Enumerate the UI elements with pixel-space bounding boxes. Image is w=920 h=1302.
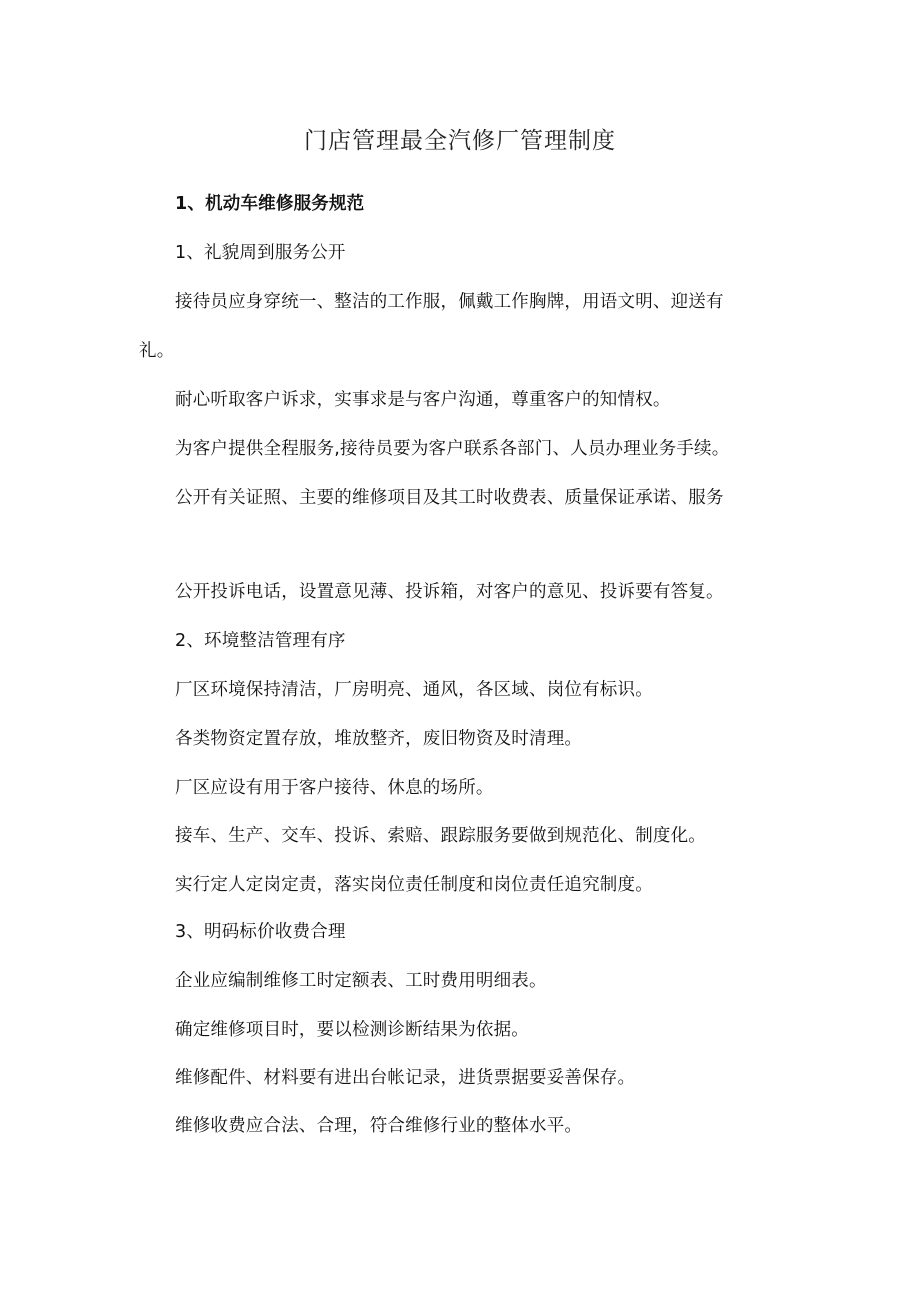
paragraph-line: 厂区环境保持清洁，厂房明亮、通风，各区域、岗位有标识。: [175, 680, 653, 700]
paragraph-line: 维修配件、材料要有进出台帐记录，进货票据要妥善保存。: [175, 1068, 636, 1088]
paragraph-line: 公开有关证照、主要的维修项目及其工时收费表、质量保证承诺、服务: [175, 488, 724, 508]
paragraph-line: 为客户提供全程服务,接待员要为客户联系各部门、人员办理业务手续。: [175, 439, 730, 459]
paragraph-line: 实行定人定岗定责，落实岗位责任制度和岗位责任追究制度。: [175, 875, 653, 895]
subsection-heading: 2、环境整洁管理有序: [175, 631, 346, 651]
paragraph-line-wrap: 礼。: [139, 341, 175, 361]
paragraph-line: 耐心听取客户诉求，实事求是与客户沟通，尊重客户的知情权。: [175, 390, 671, 410]
document-title: 门店管理最全汽修厂管理制度: [304, 128, 616, 154]
paragraph-line: 接待员应身穿统一、整洁的工作服，佩戴工作胸牌，用语文明、迎送有: [175, 292, 724, 312]
paragraph-line: 确定维修项目时，要以检测诊断结果为依据。: [175, 1020, 529, 1040]
paragraph-line: 公开投诉电话，设置意见薄、投诉箱，对客户的意见、投诉要有答复。: [175, 582, 724, 602]
paragraph-line: 厂区应设有用于客户接待、休息的场所。: [175, 778, 494, 798]
paragraph-line: 企业应编制维修工时定额表、工时费用明细表。: [175, 971, 547, 991]
subsection-heading: 1、礼貌周到服务公开: [175, 243, 346, 263]
section-heading: 1、机动车维修服务规范: [175, 194, 365, 214]
paragraph-line: 各类物资定置存放，堆放整齐，废旧物资及时清理。: [175, 729, 583, 749]
paragraph-line: 维修收费应合法、合理，符合维修行业的整体水平。: [175, 1116, 583, 1136]
subsection-heading: 3、明码标价收费合理: [175, 922, 346, 942]
paragraph-line: 接车、生产、交车、投诉、索赔、跟踪服务要做到规范化、制度化。: [175, 826, 706, 846]
